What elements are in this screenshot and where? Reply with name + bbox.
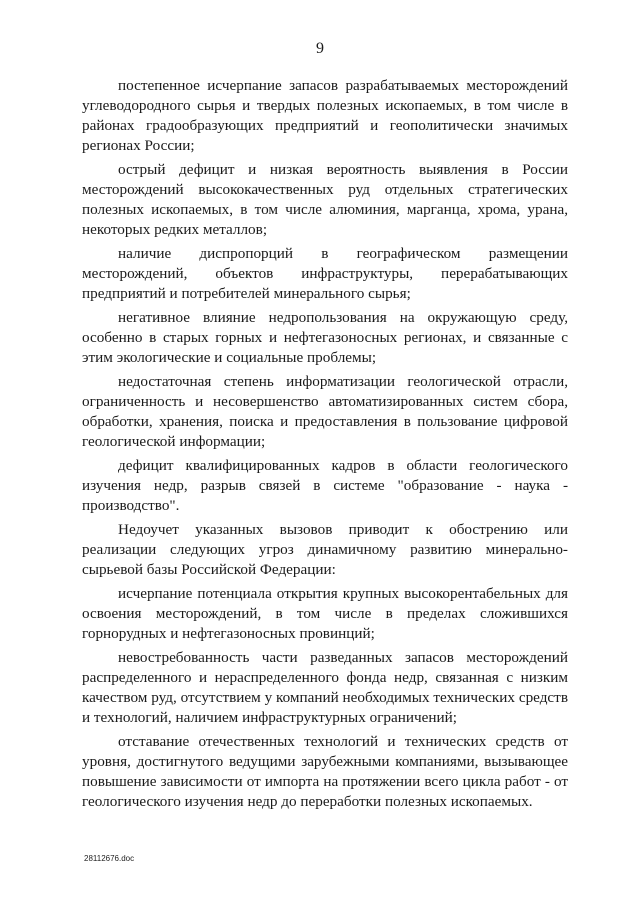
paragraph: недостаточная степень информатизации геологической отрасли, ограниченность и несовершенство автоматизированных систем сбора, обработки, хранения, поиска и предоставления в пользование цифровой геологической информации; — [82, 373, 568, 450]
page-number: 9 — [316, 40, 324, 57]
paragraph: острый дефицит и низкая вероятность выявления в России месторождений высококачественных руд отдельных стратегических полезных ископаемых, в том числе алюминия, марганца, хрома, урана, некоторых редких металлов; — [82, 161, 568, 238]
paragraph: негативное влияние недропользования на окружающую среду, особенно в старых горных и нефтегазоносных регионах, и связанные с этим экологические и социальные проблемы; — [82, 309, 568, 366]
paragraph: постепенное исчерпание запасов разрабатываемых месторождений углеводородного сырья и твердых полезных ископаемых, в том числе в районах градообразующих предприятий и геополитически значимых регионах России; — [82, 77, 568, 154]
paragraph: невостребованность части разведанных запасов месторождений распределенного и нераспределенного фонда недр, связанная с низким качеством руд, отсутствием у компаний необходимых технических средств и технологий, наличием инфраструктурных ограничений; — [82, 649, 568, 726]
paragraph: отставание отечественных технологий и технических средств от уровня, достигнутого ведущими зарубежными компаниями, вызывающее повышение зависимости от импорта на протяжении всего цикла работ - от геологического изучения недр до переработки полезных ископаемых. — [82, 733, 568, 810]
document-body — [82, 76, 568, 812]
paragraph: дефицит квалифицированных кадров в области геологического изучения недр, разрыв связей в системе "образование - наука - производство". — [82, 457, 568, 514]
paragraph: исчерпание потенциала открытия крупных высокорентабельных для освоения месторождений, в том числе в пределах сложившихся горнорудных и нефтегазоносных провинций; — [82, 585, 568, 642]
footer-filename: 28112676.doc — [84, 854, 135, 863]
paragraph: наличие диспропорций в географическом размещении месторождений, объектов инфраструктуры, перерабатывающих предприятий и потребителей минерального сырья; — [82, 245, 568, 302]
paragraph: Недоучет указанных вызовов приводит к обострению или реализации следующих угроз динамичному развитию минерально-сырьевой базы Российской Федерации: — [82, 521, 568, 578]
